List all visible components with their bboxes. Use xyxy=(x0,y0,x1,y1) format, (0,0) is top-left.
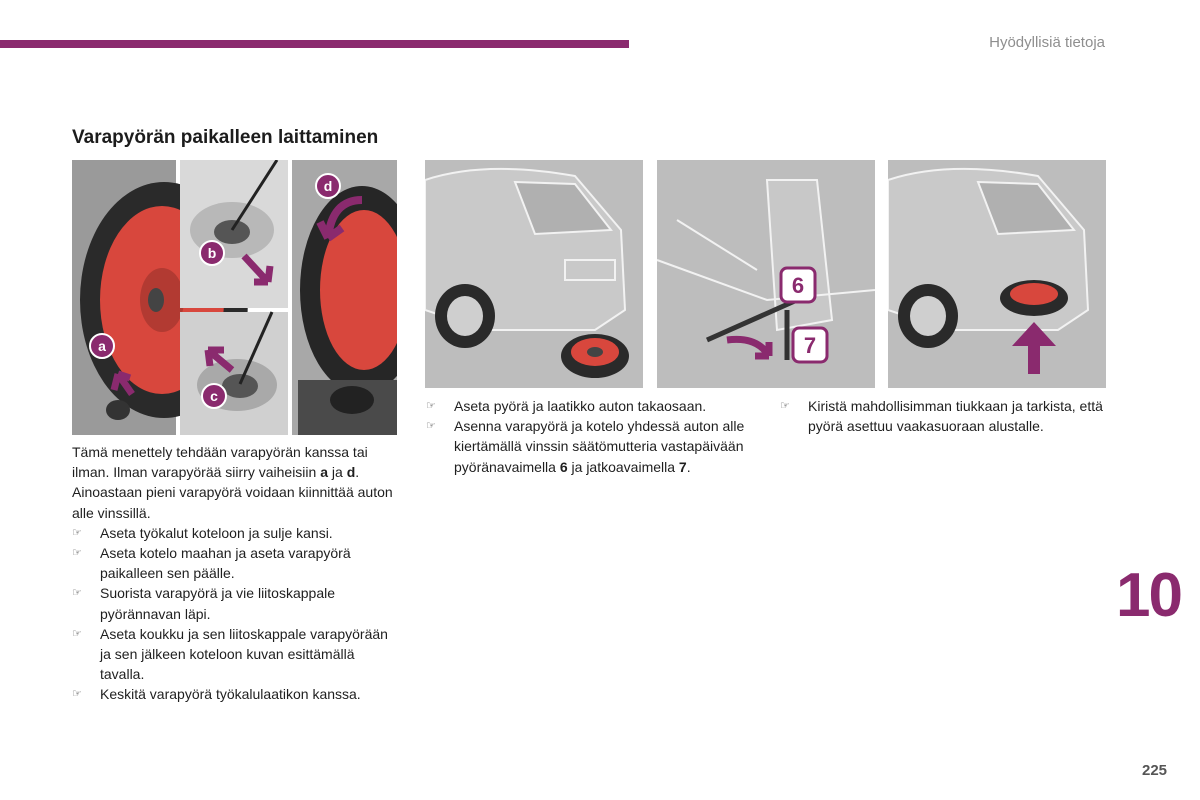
list-item xyxy=(780,396,1115,436)
list-item xyxy=(72,523,402,543)
figure-tools-illustration xyxy=(657,160,875,388)
list-item xyxy=(72,624,402,685)
figure-car-illustration xyxy=(425,160,643,388)
hand-pointer-icon: ☞ xyxy=(426,400,436,412)
hand-pointer-icon: ☞ xyxy=(72,627,82,640)
instruction-list xyxy=(72,523,402,705)
list-item-text: Aseta kotelo maahan ja aseta varapyörä paikalleen sen päälle. xyxy=(100,545,351,582)
list-item-text-end: . xyxy=(686,458,691,475)
tool-ref-7: 7 xyxy=(678,458,687,475)
callout-b-label: b xyxy=(207,245,217,261)
figure-steps-illustration xyxy=(72,160,397,435)
intro-paragraph xyxy=(72,442,402,523)
chapter-number: 10 xyxy=(1116,561,1181,630)
step-ref-a: a xyxy=(320,464,328,481)
column-1-text xyxy=(72,442,402,705)
column-3-text xyxy=(780,396,1115,436)
figure-raised-illustration xyxy=(888,160,1106,388)
callout-c-label: c xyxy=(210,388,218,404)
tool-ref-6: 6 xyxy=(559,458,568,475)
page-number: 225 xyxy=(1142,762,1168,779)
list-item-text: Asenna varapyörä ja kotelo yhdessä auton alle kiertämällä vinssin säätömutteria vastapäivään pyöränavaimella xyxy=(454,418,745,475)
figure-spare-wheel-steps xyxy=(72,160,397,435)
intro-text-join: ja xyxy=(328,464,347,481)
hand-pointer-icon: ☞ xyxy=(72,526,82,539)
instruction-list xyxy=(780,396,1115,436)
list-item-text: Kiristä mahdollisimman tiukkaan ja tarkista, että pyörä asettuu vaakasuoraan alustalle. xyxy=(808,398,1103,435)
list-item-text: Aseta työkalut koteloon ja sulje kansi. xyxy=(100,524,333,541)
list-item-text: Keskitä varapyörä työkalulaatikon kanssa. xyxy=(100,686,361,703)
step-ref-d: d xyxy=(346,464,356,481)
hand-pointer-icon: ☞ xyxy=(426,420,436,433)
column-2-text xyxy=(426,396,756,477)
hand-pointer-icon: ☞ xyxy=(72,587,82,600)
list-item-text: Aseta koukku ja sen liitoskappale varapyörään ja sen jälkeen koteloon kuvan esittämällä tavalla. xyxy=(100,625,388,683)
hand-pointer-icon: ☞ xyxy=(72,688,82,701)
intro-text-end: . Ainoastaan pieni varapyörä voidaan kiinnittää auton alle vinssillä. xyxy=(72,464,393,521)
section-title: Hyödyllisiä tietoja xyxy=(989,34,1105,51)
hand-pointer-icon: ☞ xyxy=(72,547,82,560)
page-heading: Varapyörän paikalleen laittaminen xyxy=(72,127,379,148)
hand-pointer-icon: ☞ xyxy=(780,400,790,412)
callout-7-label: 7 xyxy=(803,333,817,358)
header-accent-bar xyxy=(0,40,629,48)
figure-winch-tools xyxy=(657,160,875,388)
list-item xyxy=(72,684,402,704)
intro-text: Tämä menettely tehdään varapyörän kanssa tai ilman. Ilman varapyörää siirry vaiheisiin xyxy=(72,444,368,481)
list-item-text: Aseta pyörä ja laatikko auton takaosaan. xyxy=(454,398,707,414)
list-item xyxy=(72,543,402,583)
list-item xyxy=(426,396,756,416)
figure-car-wheel-ground xyxy=(425,160,643,388)
list-item-text-join: ja jatkoavaimella xyxy=(567,458,679,475)
figure-wheel-raised xyxy=(888,160,1106,388)
callout-d-label: d xyxy=(323,178,333,194)
list-item-text: Suorista varapyörä ja vie liitoskappale pyörännavan läpi. xyxy=(100,585,336,622)
list-item xyxy=(426,416,754,477)
callout-a-label: a xyxy=(98,338,106,354)
callout-6-label: 6 xyxy=(791,273,805,298)
instruction-list xyxy=(426,396,756,477)
list-item xyxy=(72,583,402,623)
